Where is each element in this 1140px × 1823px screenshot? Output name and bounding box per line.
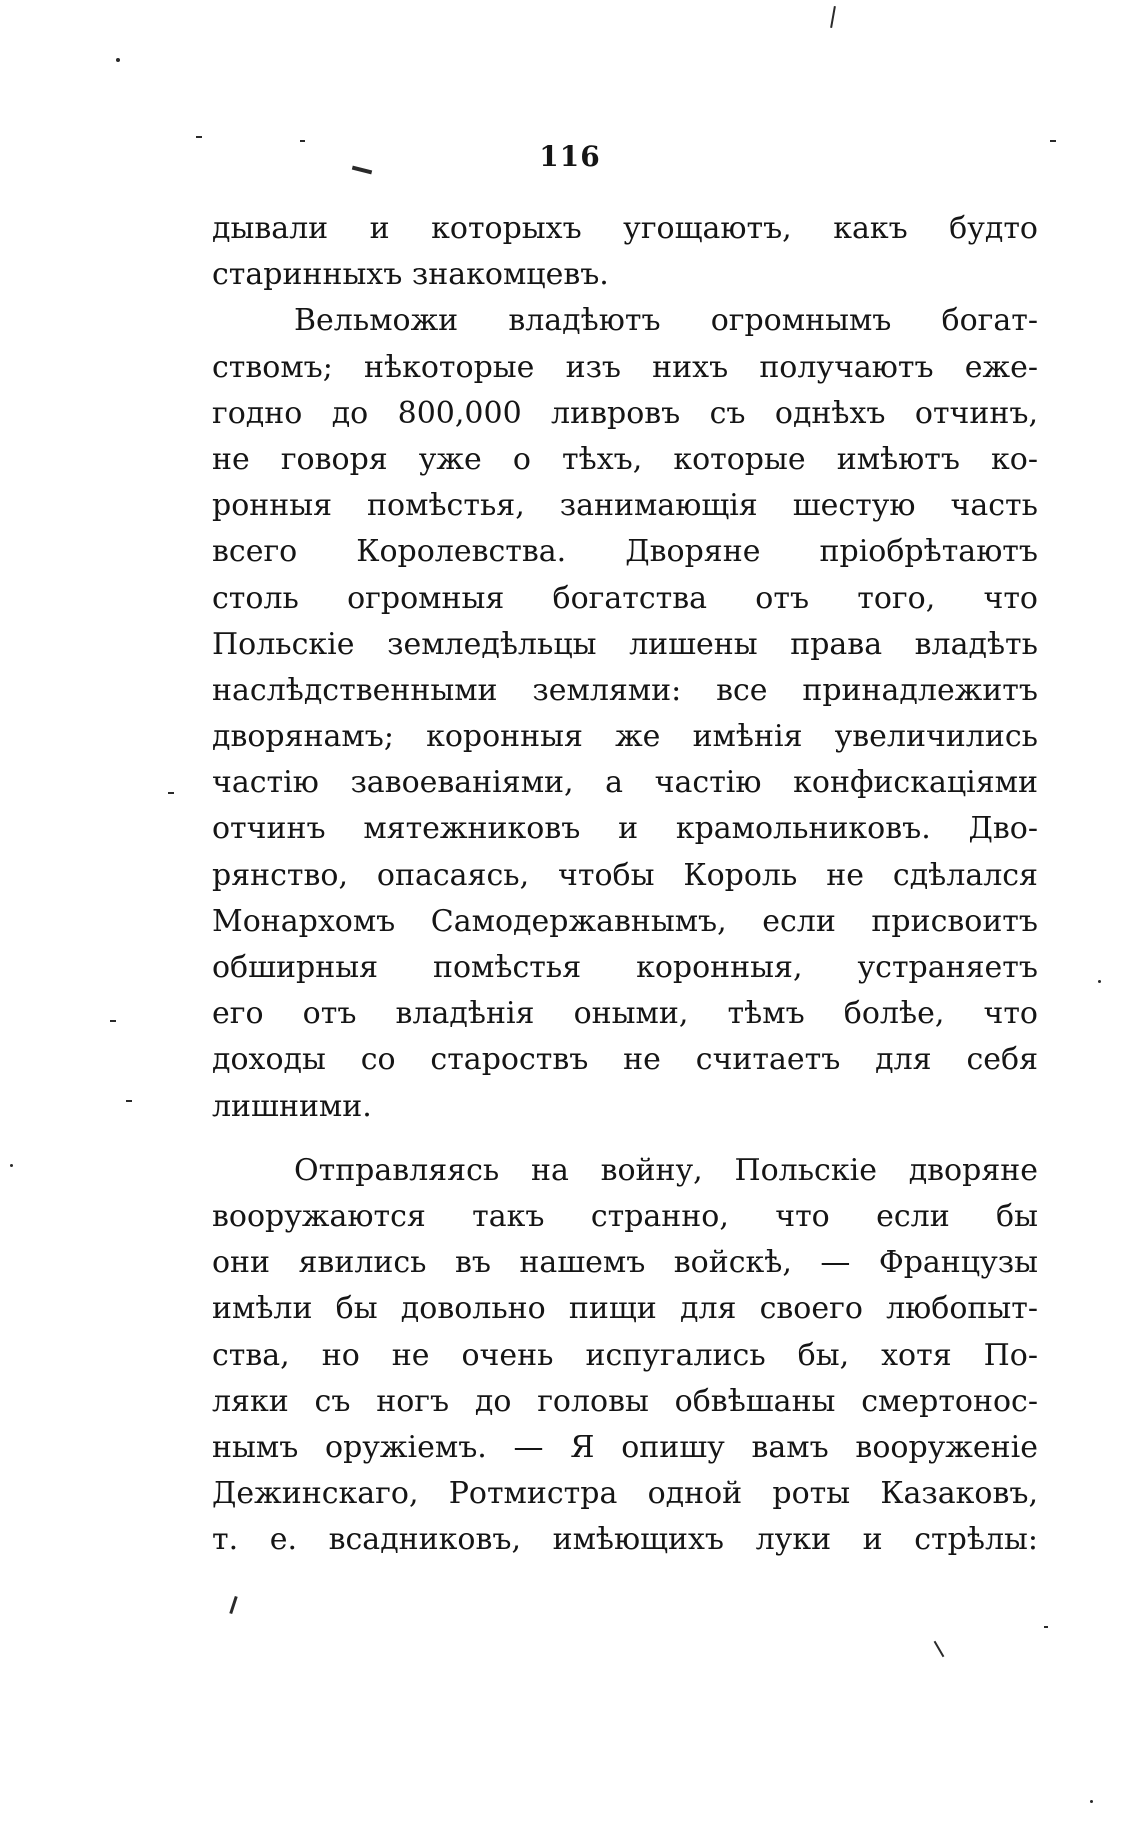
- scan-speck: [168, 792, 174, 794]
- scan-speck: [110, 1020, 116, 1022]
- scan-speck: [830, 6, 836, 28]
- page-number: 116: [539, 140, 601, 173]
- scan-speck: [1090, 1800, 1093, 1803]
- text-line: вооружаются такъ странно, что если бы: [212, 1198, 1038, 1234]
- text-line: обширныя помѣстья коронныя, устраняетъ: [212, 950, 1038, 985]
- text-line: всего Королевства. Дворяне пріобрѣтаютъ: [212, 534, 1038, 570]
- text-line: не говоря уже о тѣхъ, которые имѣютъ ко-: [212, 441, 1038, 477]
- text-line: нымъ оружіемъ. — Я опишу вамъ вооруженіе: [212, 1429, 1038, 1465]
- text-line: Польскіе земледѣльцы лишены права владѣть: [212, 626, 1038, 662]
- text-line: годно до 800,000 ливровъ съ однѣхъ отчинъ,: [212, 395, 1038, 431]
- paragraph-2: [212, 298, 1038, 1129]
- text-line: т. е. всадниковъ, имѣющихъ луки и стрѣлы:: [212, 1522, 1038, 1558]
- text-line: ляки съ ногъ до головы обвѣшаны смертонос-: [212, 1383, 1038, 1419]
- text-line: доходы со староствъ не считаетъ для себя: [212, 1042, 1038, 1078]
- text-line: его отъ владѣнія оными, тѣмъ болѣе, что: [212, 996, 1038, 1032]
- text-line: Дежинскаго, Ротмистра одной роты Казаковъ,: [212, 1476, 1038, 1512]
- text-line: они явились въ нашемъ войскѣ, — Французы: [212, 1245, 1038, 1281]
- text-line: Монархомъ Самодержавнымъ, если присвоитъ: [212, 903, 1038, 939]
- scan-speck: [1044, 1626, 1048, 1628]
- text-line: лишними.: [212, 1088, 372, 1124]
- text-line: дворянамъ; коронныя же имѣнія увеличились: [212, 719, 1038, 755]
- paragraph-3: [212, 1148, 1038, 1564]
- text-line: дывали и которыхъ угощаютъ, какъ будто: [212, 211, 1038, 246]
- text-line: столь огромныя богатства отъ того, что: [212, 580, 1038, 616]
- text-line: частію завоеваніями, а частію конфискаціями: [212, 765, 1038, 801]
- text-line: старинныхъ знакомцевъ.: [212, 257, 609, 293]
- scan-speck: [116, 58, 120, 62]
- text-line: Вельможи владѣютъ огромнымъ богат-: [294, 303, 1038, 339]
- scan-speck: [126, 1100, 132, 1102]
- scan-speck: [229, 1596, 237, 1614]
- text-line: рянство, опасаясь, чтобы Король не сдѣлался: [212, 857, 1038, 893]
- text-line: ствомъ; нѣкоторые изъ нихъ получаютъ еже-: [212, 349, 1038, 385]
- scan-speck: [934, 1641, 945, 1658]
- text-line: ства, но не очень испугались бы, хотя По-: [212, 1337, 1038, 1373]
- paragraph-1: [212, 206, 1038, 298]
- paragraph-gap: [212, 1130, 1038, 1148]
- scan-speck: [10, 1164, 13, 1167]
- scan-speck: [1098, 980, 1101, 983]
- scan-speck: [196, 136, 202, 138]
- body-text: [212, 206, 1038, 1563]
- text-line: имѣли бы довольно пищи для своего любопыт-: [212, 1291, 1038, 1327]
- scan-speck: [1050, 140, 1056, 142]
- text-line: наслѣдственными землями: все принадлежитъ: [212, 672, 1038, 708]
- text-line: отчинъ мятежниковъ и крамольниковъ. Дво-: [212, 811, 1038, 847]
- text-line: Отправляясь на войну, Польскіе дворяне: [294, 1152, 1038, 1188]
- scan-speck: [300, 140, 305, 142]
- text-line: ронныя помѣстья, занимающія шестую часть: [212, 488, 1038, 524]
